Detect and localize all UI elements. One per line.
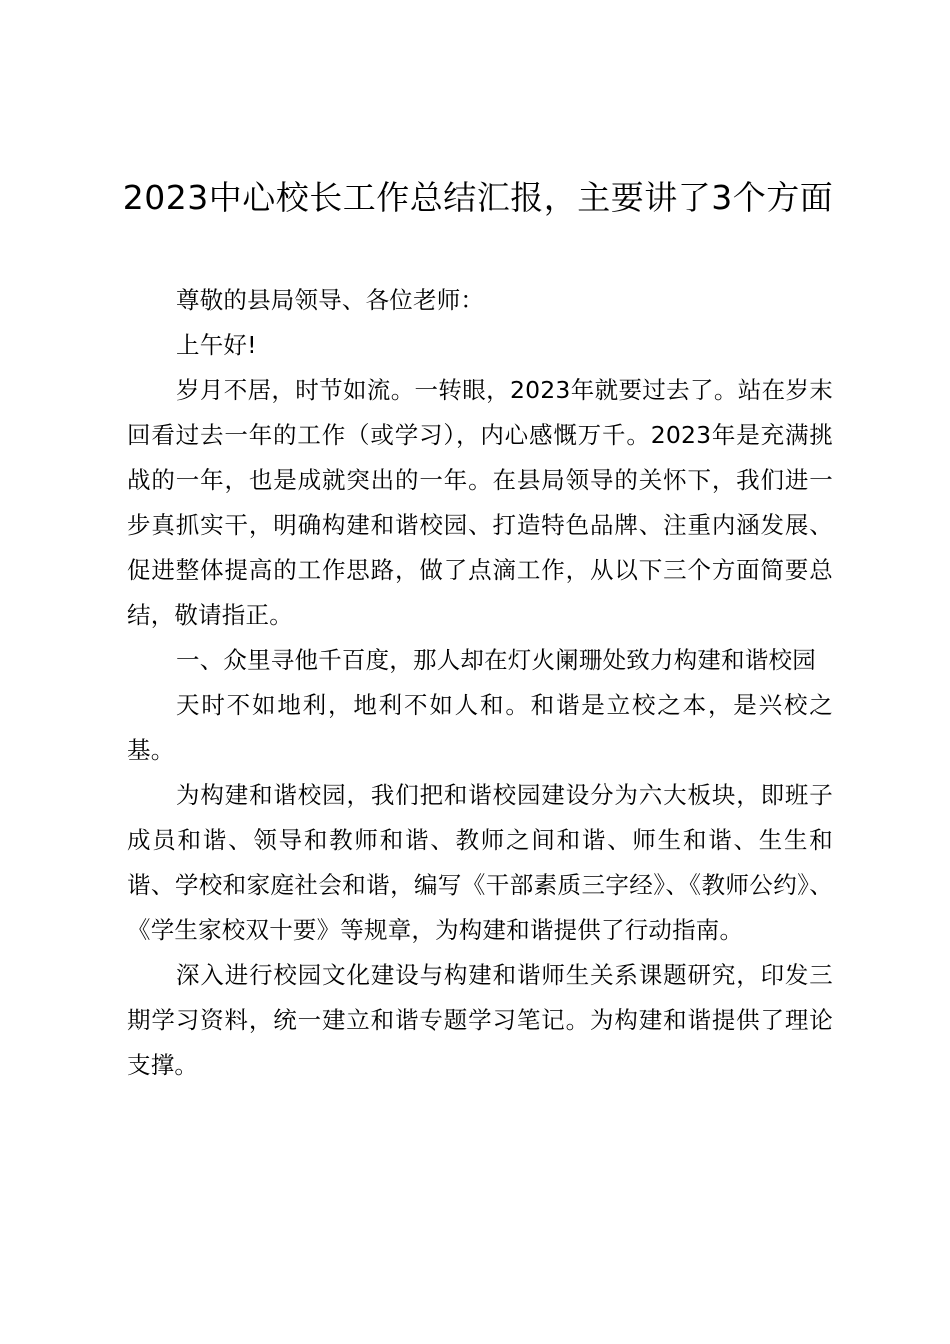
paragraph-research: 深入进行校园文化建设与构建和谐师生关系课题研究，印发三期学习资料，统一建立和谐专题学习笔记。为构建和谐提供了理论支撑。 xyxy=(127,961,833,1079)
greeting: 上午好! xyxy=(176,331,257,359)
paragraph-six-sections: 为构建和谐校园，我们把和谐校园建设分为六大板块，即班子成员和谐、领导和教师和谐、教师之间和谐、师生和谐、生生和谐、学校和家庭社会和谐，编写《干部素质三字经》、《教师公约》、《学生家校双十要》等规章，为构建和谐提供了行动指南。 xyxy=(127,781,833,944)
section-heading-1: 一、众里寻他千百度，那人却在灯火阑珊处致力构建和谐校园 xyxy=(176,646,816,674)
document-title: 2023中心校长工作总结汇报，主要讲了3个方面 xyxy=(122,178,834,217)
paragraph-harmony: 天时不如地利，地利不如人和。和谐是立校之本，是兴校之基。 xyxy=(127,691,833,764)
paragraph-intro: 岁月不居，时节如流。一转眼，2023年就要过去了。站在岁末回看过去一年的工作（或学习），内心感慨万千。2023年是充满挑战的一年，也是成就突出的一年。在县局领导的关怀下，我们进一步真抓实干，明确构建和谐校园、打造特色品牌、注重内涵发展、促进整体提高的工作思路，做了点滴工作，从以下三个方面简要总结，敬请指正。 xyxy=(127,376,833,629)
document-body xyxy=(127,278,833,1088)
salutation: 尊敬的县局领导、各位老师： xyxy=(176,286,485,314)
